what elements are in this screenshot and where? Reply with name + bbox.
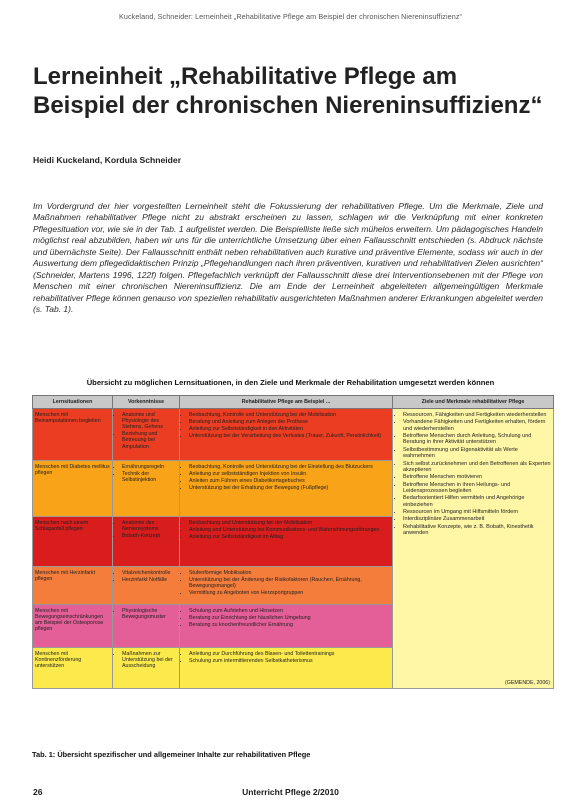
journal-footer: Unterricht Pflege 2/2010 [242,787,339,797]
prior-knowledge-cell [113,409,180,461]
table-header-row [33,396,554,409]
goal-item: • Ressourcen, Fähigkeiten und Fertigkeiten wiederherstellen [403,412,551,418]
example-item: • Anleitung zur selbstständigen Injektion von Insulin [189,471,390,477]
prior-knowledge-cell [113,648,180,689]
example-item: • Anleitung zur Durchführung des Blasen- und Toilettentrainings [189,651,390,657]
situation-cell: Menschen nach einem Schlaganfall pflegen [33,517,113,567]
intro-paragraph: Im Vordergrund der hier vorgestellten Lerneinheit steht die Fokussierung der rehabilitativen Pflege. Um die Merkmale, Ziele und Maßnahmen rehabilitativer Pflege nicht zu abstrakt erscheinen zu lassen, schlagen wir die Verknüpfung mit einer konkreten Pflegesituation vor, wie sie in der Tab. 1 aufgelistet werden. Die Beispielliste ließe sich mühelos erweitern. Um pädagogisches Handeln möglichst real abzubilden, haben wir uns für die unterrichtliche Umsetzung über einen Fallausschnitt entschieden (s. Abdruck nächste und übernächste Seite). Der Fallausschnitt enthält neben rehabilitativen auch kurative und präventive Elemente, sodass wir auch in der Auswertung dem pflegedidaktischen Prinzip „Pflegehandlungen nach ihren präventiven, kurativen und rehabilitativen Zielen ausrichten“ (Schneider, Martens 1996, 122f) folgen. Pflegefachlich verknüpft der Fallausschnitt diese drei Interventionsebenen mit der Pflege von Menschen mit einer chronischen Niereninsuffizienz. Die am Ende der Lerneinheit abgeleiteten allgemeingültigen Merkmale rehabilitativer Pflege können genauso von speziellen rehabilitativ ausgerichteten Maßnahmen anderer Erkrankungen abgeleitet werden (s. Tab. 1). [33,201,543,315]
example-item: • Unterstützung bei der Änderung der Risikofaktoren (Rauchen, Ernährung, Bewegungsmangel) [189,577,390,589]
prior-item: • Anatomie des Nervensystems [122,520,177,532]
authors: Heidi Kuckeland, Kordula Schneider [33,155,182,165]
prior-item: • Herzinfarkt Notfälle [122,577,177,583]
example-item: • Beratung zur Einrichtung der häuslichen Umgebung [189,615,390,621]
goal-item: • Vorhandene Fähigkeiten und Fertigkeiten erhalten, fördern und wiederherstellen [403,419,551,432]
example-cell [180,605,393,648]
example-cell [180,461,393,517]
header-cell: Rehabilitative Pflege am Beispiel ... [180,396,393,409]
situation-cell: Menschen mit Bewegungseinschränkungen am Beispiel der Osteoporose pflegen [33,605,113,648]
goal-item: • Bedarfsorientiert Hilfen vermitteln und Angehörige einbeziehen [403,495,551,508]
goal-item: • Betroffene Menschen durch Anleitung, Schulung und Beratung in ihrer Aktivität unterstützen [403,433,551,446]
example-item: • Anleiten zum Führen eines Diabetikertagebuches [189,478,390,484]
table-caption: Übersicht zu möglichen Lernsituationen, in den Ziele und Merkmale der Rehabilitation umgesetzt werden können [86,378,495,387]
prior-item: • Technik der Selbstinjektion [122,471,177,483]
example-item: • Anleitung zur Selbstständigkeit im Alltag [189,534,390,540]
example-item: • Beratung und Anleitung zum Anlegen der Prothese [189,419,390,425]
situation-cell: Menschen mit Kontinenzförderung unterstützen [33,648,113,689]
example-item: • Beobachtung und Unterstützung bei der Mobilisation [189,520,390,526]
prior-item: • Physiologische Bewegungsmuster [122,608,177,620]
table-footnote: Tab. 1: Übersicht spezifischer und allgemeiner Inhalte zur rehabilitativen Pflege [32,750,311,759]
page-number: 26 [33,787,43,797]
prior-item: • Vitalzeichenkontrolle [122,570,177,576]
table-row [33,409,554,461]
example-item: • Anleitung zur Selbstständigkeit in den Aktivitäten [189,426,390,432]
example-item: • Anleitung und Unterstützung bei Kommunikations- und Wahrnehmungsstörungen [189,527,390,533]
example-item: • Beobachtung, Kontrolle und Unterstützung bei der Einstellung des Blutzuckers [189,464,390,470]
example-item: • Beobachtung, Kontrolle und Unterstützung bei der Mobilisation [189,412,390,418]
header-cell: Vorkenntnisse [113,396,180,409]
example-item: • Beratung zu knochenfreundlicher Ernährung [189,622,390,628]
example-item: • Vermittlung zu Angeboten von Herzsportgruppen [189,590,390,596]
example-cell [180,517,393,567]
example-cell [180,648,393,689]
prior-item: • Maßnahmen zur Unterstützung bei der Ausscheidung [122,651,177,669]
article-title: Lerneinheit „Rehabilitative Pflege am Beispiel der chronischen Niereninsuffizienz“ [33,63,543,119]
prior-knowledge-cell [113,461,180,517]
prior-item: • Anatomie und Physiologie des Stehens, Gehens [122,412,177,430]
example-cell [180,567,393,605]
situation-cell: Menschen mit Herzinfarkt pflegen [33,567,113,605]
prior-knowledge-cell [113,605,180,648]
situation-cell: Menschen mit Diabetes mellitus pflegen [33,461,113,517]
example-item: • Schulung zum Aufstehen und Hinsetzen [189,608,390,614]
goal-item: • Betroffene Menschen in ihren Heilungs- und Leidensprozessen begleiten [403,482,551,495]
goal-item: • Sich selbst zurücknehmen und den Betroffenen als Experten akzeptieren [403,461,551,474]
example-item: • Schulung zum intermittierenden Selbstkatheterismus [189,658,390,664]
goal-item: • Selbstbestimmung und Eigenaktivität als Werte wahrnehmen [403,447,551,460]
example-item: • Unterstützung bei der Erhaltung der Bewegung (Fußpflege) [189,485,390,491]
running-header: Kuckeland, Schneider: Lerneinheit „Rehabilitative Pflege am Beispiel der chronischen Niereninsuffizienz“ [118,12,463,21]
table-source: (GEMENDE, 2006) [504,679,550,686]
example-item: • Unterstützung bei der Verarbeitung des Verlustes (Trauer, Zukunft, Persönlichkeit) [189,433,390,439]
goal-item: • Betroffene Menschen motivieren [403,474,551,480]
prior-knowledge-cell [113,517,180,567]
goals-cell [393,409,554,689]
prior-item: • Ernährungsregeln [122,464,177,470]
example-item: • Stufenförmige Mobilisation [189,570,390,576]
goal-item: • Ressourcen im Umgang mit Hilfsmitteln fördern [403,509,551,515]
header-cell: Ziele und Merkmale rehabilitativer Pflege [393,396,554,409]
situation-cell: Menschen mit Beinamputationen begleiten [33,409,113,461]
goal-item: • Rehabilitative Konzepte, wie z. B. Bobath, Kinesthetik anwenden [403,524,551,537]
goal-item: • Interdisziplinäre Zusammenarbeit [403,516,551,522]
prior-item: • Beziehung und Betreuung bei Amputation [122,431,177,449]
overview-table [32,395,554,689]
prior-item: • Bobath-Konzept [122,533,177,539]
prior-knowledge-cell [113,567,180,605]
header-cell: Lernsituationen [33,396,113,409]
example-cell [180,409,393,461]
